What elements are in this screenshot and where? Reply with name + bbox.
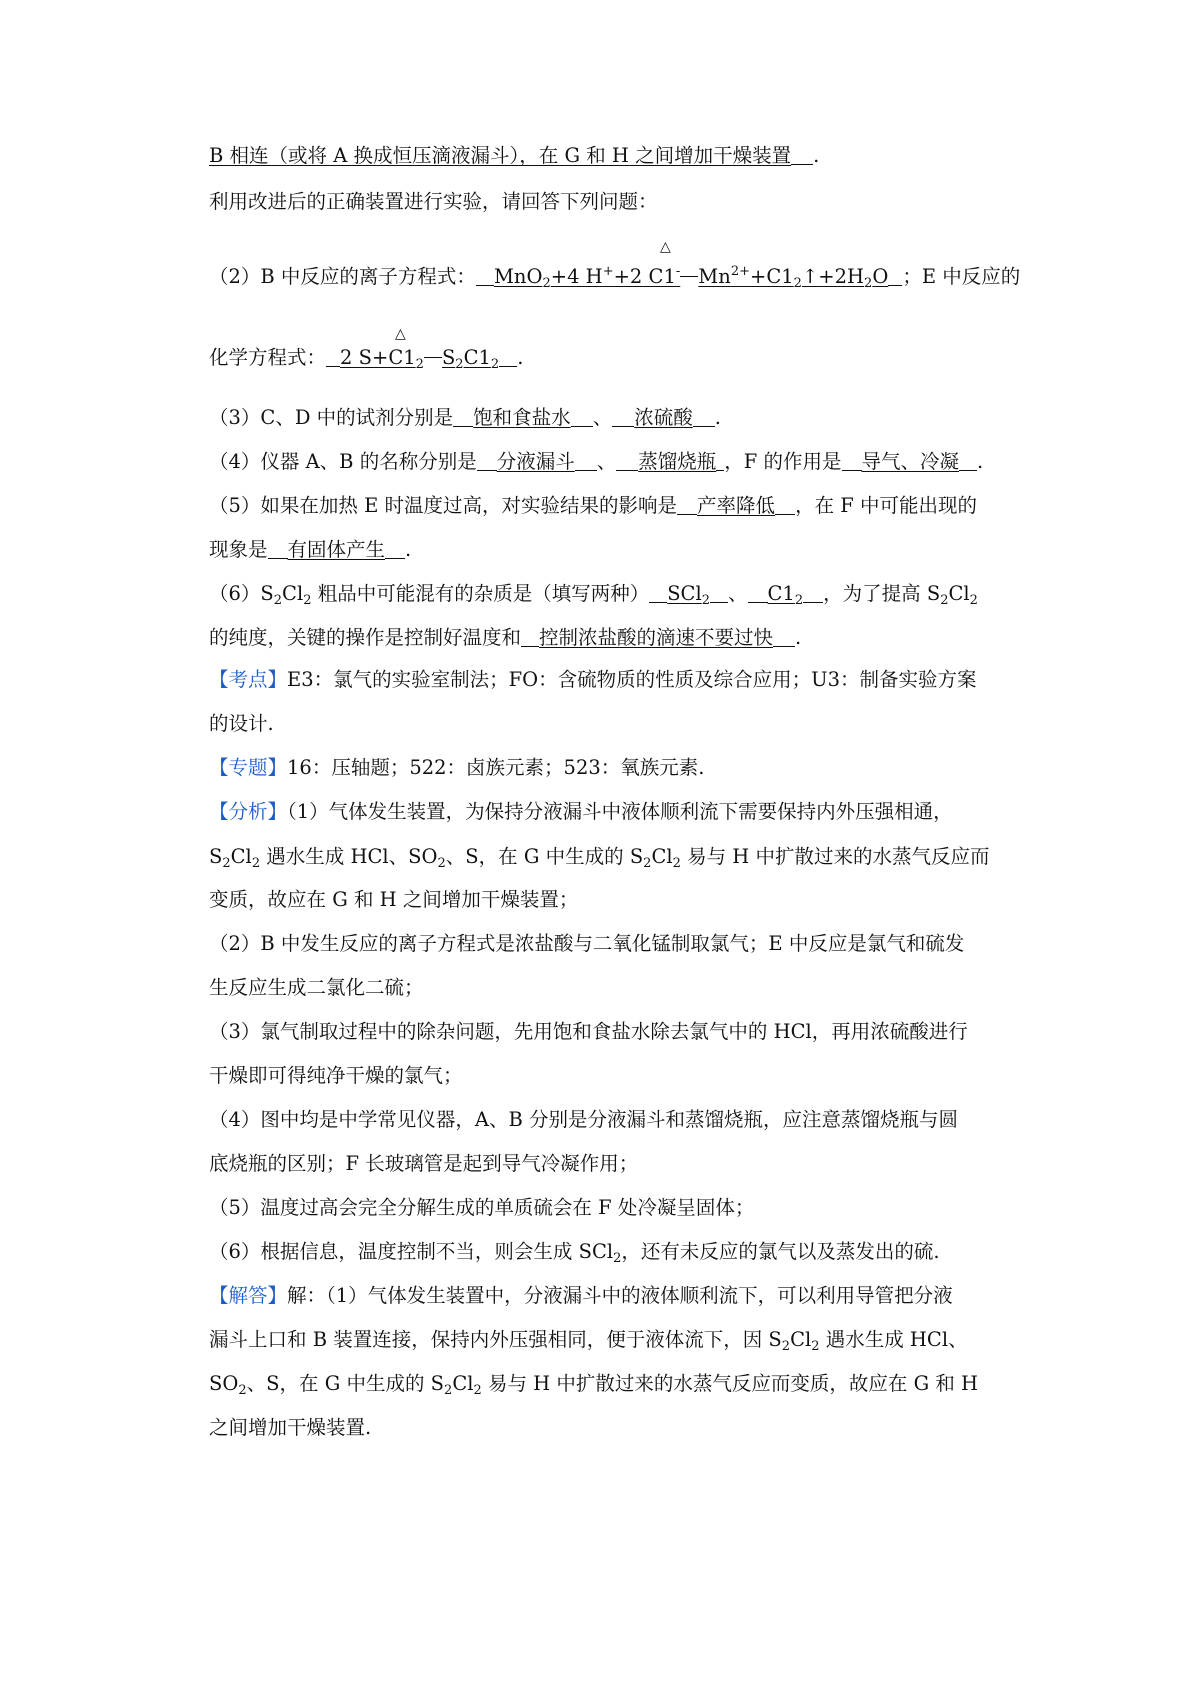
ionic-equation-right: $Mn^{2+}+C1_2↑+2H_2O$	[698, 264, 889, 291]
answer-sulfuric-acid: 浓硫酸	[634, 406, 693, 429]
fenxi-text-7: 干燥即可得纯净干燥的氯气；	[209, 1064, 463, 1087]
answer-flask: 蒸馏烧瓶	[638, 450, 717, 473]
q4-prefix: （4）仪器 A、B 的名称分别是	[209, 450, 477, 473]
answer-scl2: SCl$_2$	[667, 582, 710, 608]
reaction-arrow	[424, 357, 442, 358]
fenxi-text-9: 底烧瓶的区别；F 长玻璃管是起到导气冷凝作用；	[209, 1152, 639, 1175]
q6-mid: 粗品中可能混有的杂质是（填写两种）	[311, 582, 650, 605]
fenxi-line-5	[209, 974, 1024, 1002]
question-6-line-2	[209, 624, 1024, 652]
zhuanti-tag: 【专题】	[209, 756, 288, 779]
answer-yield: 产率降低	[697, 494, 776, 517]
question-2-line	[209, 258, 1024, 298]
answer-brine: 饱和食盐水	[473, 406, 571, 429]
fenxi-text: （1）气体发生装置，为保持分液漏斗中液体顺利流下需要保持内外压强相通，	[287, 800, 953, 823]
blank-pad	[326, 346, 340, 367]
q5-prefix-2: 现象是	[209, 538, 268, 561]
fenxi-text-8: （4）图中均是中学常见仪器，A、B 分别是分液漏斗和蒸馏烧瓶，应注意蒸馏烧瓶与圆	[209, 1108, 959, 1131]
question-4-line	[209, 448, 1024, 476]
q6-mid2: ，为了提高 S	[823, 582, 941, 605]
answer-f-role: 导气、冷凝	[861, 450, 960, 473]
separator: 、	[728, 582, 748, 605]
question-3-line	[209, 404, 1024, 432]
heat-symbol-icon: △	[660, 239, 671, 255]
answer-line-1	[209, 142, 1024, 170]
q2-prefix: （2）B 中反应的离子方程式：	[209, 265, 476, 288]
kaodian-line-2	[209, 710, 1024, 738]
chemical-equation: 2 $S+C1_2$	[340, 346, 424, 372]
period: .	[714, 406, 721, 429]
q4-mid: ，F 的作用是	[724, 450, 842, 473]
jieda-line	[209, 1282, 1024, 1310]
fenxi-tag: 【分析】	[209, 800, 288, 823]
q5-suffix: ，在 F 中可能出现的	[795, 494, 977, 517]
blank-pad	[888, 265, 902, 286]
instruction-line	[209, 188, 1024, 216]
fenxi-text-4: （2）B 中发生反应的离子方程式是浓盐酸与二氧化锰制取氯气；E 中反应是氯气和硫发	[209, 932, 965, 955]
fenxi-text-6: （3）氯气制取过程中的除杂问题，先用饱和食盐水除去氯气中的 HCl，再用浓硫酸进行	[209, 1020, 968, 1043]
period: .	[813, 144, 820, 167]
fenxi-text-5: 生反应生成二氯化二硫；	[209, 976, 424, 999]
kaodian-line	[209, 666, 1024, 694]
blank-pad	[476, 265, 494, 286]
blank-pad	[791, 144, 813, 165]
q6-prefix-2: 的纯度，关键的操作是控制好温度和	[209, 626, 522, 649]
answer-cl2: $C1_2$	[767, 582, 804, 608]
fenxi-text-3: 变质，故应在 G 和 H 之间增加干燥装置；	[209, 888, 579, 911]
separator: 、	[592, 406, 613, 429]
period: .	[795, 626, 802, 649]
zhuanti-text: 16：压轴题；522：卤族元素；523：氧族元素.	[287, 756, 705, 779]
fenxi-line-11: （6）根据信息，温度控制不当，则会生成 SCl$_2$，还有未反应的氯气以及蒸发出的硫.	[209, 1240, 940, 1266]
answer-funnel: 分液漏斗	[496, 450, 575, 473]
q3-prefix: （3）C、D 中的试剂分别是	[209, 406, 454, 429]
ionic-equation: MnO$_2$+4 H++2 C1-	[493, 264, 681, 291]
jieda-line-2: 漏斗上口和 B 装置连接，保持内外压强相同，便于液体流下，因 $S_2Cl_2$ 遇水生成 HCl、	[209, 1328, 968, 1354]
fenxi-line-2: $S_2Cl_2$ 遇水生成 HCl、$SO_2$、S，在 G 中生成的 $S_2Cl_2$ 易与 H 中扩散过来的水蒸气反应而	[209, 845, 990, 871]
chemical-equation-right: $S_2C1_2$	[441, 346, 500, 372]
question-6-line: $(6)S_2Cl_2$ 粗品中可能混有的杂质是（填写两种） SCl$_2$ 、 $C1_2$ ，为了提高 $S_2Cl_2$	[209, 582, 978, 608]
kaodian-text: E3：氯气的实验室制法；FO：含硫物质的性质及综合应用；U3：制备实验方案	[287, 668, 977, 691]
separator: 、	[596, 450, 617, 473]
question-5-line	[209, 492, 1024, 520]
question-5-line-2	[209, 536, 1024, 564]
kaodian-text-2: 的设计.	[209, 712, 274, 735]
fenxi-line-7	[209, 1062, 1024, 1090]
fenxi-line-9	[209, 1150, 1024, 1178]
fenxi-line	[209, 798, 1024, 826]
q2-suffix: ；E 中反应的	[902, 265, 1021, 288]
fenxi-line-3	[209, 886, 1024, 914]
q6-prefix: （6）S	[209, 582, 274, 605]
jieda-line-4	[209, 1414, 1024, 1442]
reaction-arrow	[680, 276, 698, 277]
fenxi-line-10	[209, 1194, 1024, 1222]
chemical-equation-line	[209, 344, 1024, 379]
heat-symbol-icon: △	[395, 326, 406, 342]
jieda-line-3: $SO_2$、S，在 G 中生成的 $S_2Cl_2$ 易与 H 中扩散过来的水蒸气反应而变质，故应在 G 和 H	[209, 1372, 979, 1398]
answer-phenomenon: 有固体产生	[287, 538, 386, 561]
fenxi-line-6	[209, 1018, 1024, 1046]
jieda-text: 解：（1）气体发生装置中，分液漏斗中的液体顺利流下，可以利用导管把分液	[287, 1284, 953, 1307]
blank-pad	[499, 346, 517, 367]
equation-prefix: 化学方程式：	[209, 346, 327, 369]
period: .	[977, 450, 984, 473]
q5-prefix: （5）如果在加热 E 时温度过高，对实验结果的影响是	[209, 494, 678, 517]
fenxi-text-10: （5）温度过高会完全分解生成的单质硫会在 F 处冷凝呈固体；	[209, 1196, 755, 1219]
kaodian-tag: 【考点】	[209, 668, 288, 691]
instruction-text: 利用改进后的正确装置进行实验，请回答下列问题：	[209, 190, 658, 213]
answer-1-text: B 相连（或将 A 换成恒压滴液漏斗），在 G 和 H 之间增加干燥装置	[209, 144, 792, 167]
jieda-tag: 【解答】	[209, 1284, 288, 1307]
zhuanti-line	[209, 754, 1024, 782]
period: .	[405, 538, 412, 561]
fenxi-line-8	[209, 1106, 1024, 1134]
period: .	[517, 346, 524, 369]
fenxi-line-4	[209, 930, 1024, 958]
jieda-text-4: 之间增加干燥装置.	[209, 1416, 372, 1439]
answer-drip-rate: 控制浓盐酸的滴速不要过快	[539, 626, 774, 649]
